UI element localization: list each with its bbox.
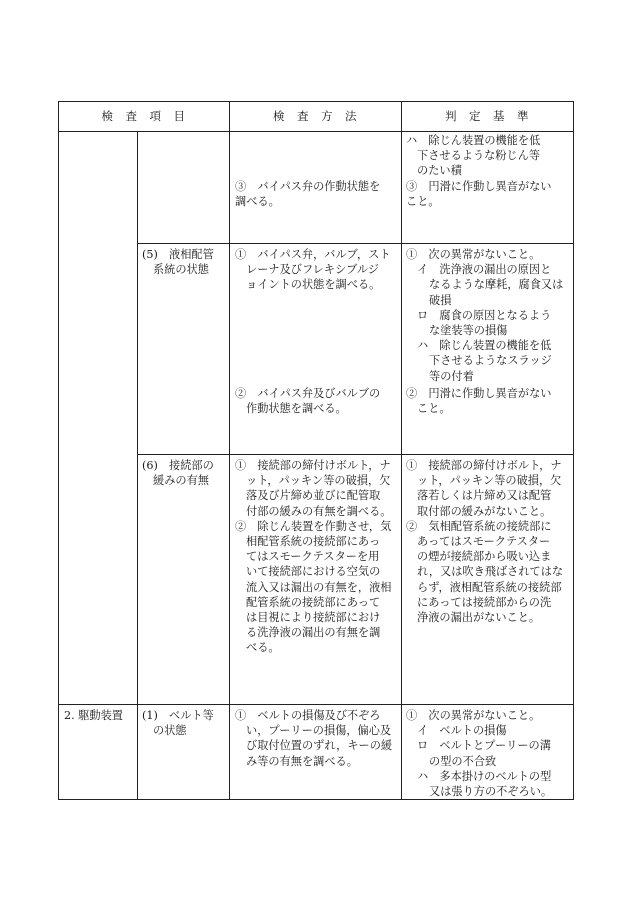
liquid-method-line: レーナ及びフレキシブルジ <box>246 263 379 277</box>
liquid-criteria-line: ① 次の異常がないこと。 <box>406 248 541 261</box>
row-separator-liquid <box>137 243 574 244</box>
liquid-method2-line: 作動状態を調べる。 <box>246 402 347 416</box>
joint-criteria-line: れ，又は吹き飛ばされてはな <box>417 565 564 579</box>
joint-method-line: ① 接続部の締付けボルト，ナ <box>235 459 391 472</box>
joint-method-line: 配管系統の接続部にあって <box>246 595 381 609</box>
joint-subitem-line: (6) 接続部の <box>142 459 214 472</box>
liquid-subitem-block <box>142 247 228 277</box>
joint-criteria-line: 浄液の漏出がないこと。 <box>417 611 541 625</box>
cont-criteria-line: 下させるような粉じん等 <box>417 149 541 163</box>
liquid-subitem-line: 系統の状態 <box>153 263 209 277</box>
joint-method-line: ット，パッキン等の破損，欠 <box>246 474 391 488</box>
joint-method-line: る洗浄液の漏出の有無を調 <box>246 626 381 640</box>
joint-criteria-block <box>406 458 572 625</box>
joint-criteria-line: にあっては接続部からの洗 <box>417 595 552 609</box>
drive-method-line: び取付位置のずれ，キーの緩 <box>246 739 393 753</box>
joint-method-line: 流入又は漏出の有無を，液相 <box>246 580 392 594</box>
drive-subitem-block <box>142 708 228 738</box>
liquid-criteria2-block <box>406 386 572 416</box>
joint-subitem-block <box>142 458 228 488</box>
liquid-method-line: ョイントの状態を調べる。 <box>246 278 381 292</box>
cont-criteria-block <box>406 133 572 179</box>
col-divider-criteria <box>401 101 402 799</box>
joint-criteria-line: ② 気相配管系統の接続部に <box>406 519 552 533</box>
liquid-criteria2-line: ② 円滑に作動し異音がない <box>406 387 552 400</box>
liquid-method-line: ① バイパス弁，バルブ，スト <box>235 248 391 261</box>
joint-criteria-line: 落若しくは片締め又は配管 <box>417 489 552 503</box>
cont-criteria-line: ハ 除じん装置の機能を低 <box>406 134 541 147</box>
liquid-subitem-line: (5) 液相配管 <box>142 248 214 261</box>
joint-method-line: てはスモークテスターを用 <box>246 550 380 564</box>
drive-criteria-line: ① 次の異常がないこと。 <box>406 709 541 722</box>
header-inspection-method: 検 査 方 法 <box>273 109 357 123</box>
joint-method-line: 落及び片締め並びに配管取 <box>246 489 381 503</box>
joint-method-line: は目視により接続部におけ <box>246 611 381 625</box>
drive-subitem-line: (1) ベルト等 <box>142 709 214 722</box>
header-inspection-item: 検 査 項 目 <box>101 109 186 123</box>
liquid-criteria-line: イ 洗浄液の漏出の原因と <box>417 263 552 277</box>
joint-subitem-line: 緩みの有無 <box>153 474 209 488</box>
liquid-criteria-block <box>406 247 572 384</box>
drive-criteria-block <box>406 708 572 799</box>
liquid-criteria2-line: こと。 <box>417 402 451 416</box>
liquid-criteria-line: ハ 除じん装置の機能を低 <box>417 339 552 353</box>
header-bottom-border <box>58 131 574 132</box>
drive-method-line: み等の有無を調べる。 <box>246 754 358 768</box>
cont-criteria2-line: こと。 <box>406 195 440 209</box>
joint-criteria-line: あってはスモークテスター <box>417 535 551 549</box>
header-criteria: 判 定 基 準 <box>445 109 529 123</box>
joint-criteria-line: らず，液相配管系統の接続部 <box>417 580 562 594</box>
drive-method-line: い，プーリーの損傷，偏心及 <box>246 724 392 738</box>
cont-method-block <box>235 179 399 209</box>
liquid-criteria-line: 等の付着 <box>429 369 474 383</box>
drive-criteria-line: ハ 多本掛けのベルトの型 <box>417 769 552 783</box>
col-divider-subitem <box>137 131 138 799</box>
drive-method-block <box>235 708 399 769</box>
joint-criteria-line: の煙が接続部から吸い込ま <box>417 550 552 564</box>
drive-subitem-line: の状態 <box>153 724 187 738</box>
cont-criteria-line: のたい積 <box>417 164 462 178</box>
table-left-border <box>58 101 59 799</box>
drive-criteria-line: イ ベルトの損傷 <box>417 724 507 738</box>
joint-criteria-line: ット，パッキン等の破損，欠 <box>417 474 562 488</box>
joint-method-block <box>235 458 399 656</box>
joint-criteria-line: 取付部の緩みがないこと。 <box>417 504 552 518</box>
joint-method-line: ② 除じん装置を作動させ，気 <box>235 519 392 533</box>
cont-method-line: ③ バイパス弁の作動状態を <box>235 180 381 193</box>
drive-criteria-line: 又は張り方の不ぞろい。 <box>429 785 553 799</box>
liquid-method2-block <box>235 386 399 416</box>
liquid-method-block <box>235 247 399 293</box>
col-divider-method <box>229 101 230 799</box>
joint-method-line: べる。 <box>246 641 280 655</box>
row-separator-drive <box>58 704 574 705</box>
drive-criteria-line: の型の不合致 <box>429 754 497 768</box>
drive-criteria-line: ロ ベルトとプーリーの溝 <box>417 739 551 753</box>
joint-method-line: 付部の緩みの有無を調べる。 <box>246 504 392 518</box>
liquid-criteria-line: 破損 <box>429 293 452 307</box>
drive-item: 2. 駆動装置 <box>64 709 123 722</box>
cont-criteria2-block <box>406 179 572 209</box>
cont-criteria2-line: ③ 円滑に作動し異音がない <box>406 180 552 193</box>
liquid-criteria-line: なるような摩耗，腐食又は <box>429 278 564 292</box>
liquid-criteria-line: ロ 腐食の原因となるよう <box>417 308 552 322</box>
liquid-method2-line: ② バイパス弁及びバルブの <box>235 387 381 400</box>
joint-method-line: 相配管系統の接続部にあっ <box>246 535 381 549</box>
liquid-criteria-line: 下させるようなスラッジ <box>429 354 552 368</box>
joint-method-line: いて接続部における空気の <box>246 565 381 579</box>
cont-method-line: 調べる。 <box>235 195 280 209</box>
drive-method-line: ① ベルトの損傷及び不ぞろ <box>235 709 381 722</box>
table-right-border <box>573 101 574 799</box>
row-separator-joint <box>137 454 574 455</box>
liquid-criteria-line: な塗装等の損傷 <box>429 324 508 338</box>
joint-criteria-line: ① 接続部の締付けボルト，ナ <box>406 459 562 472</box>
